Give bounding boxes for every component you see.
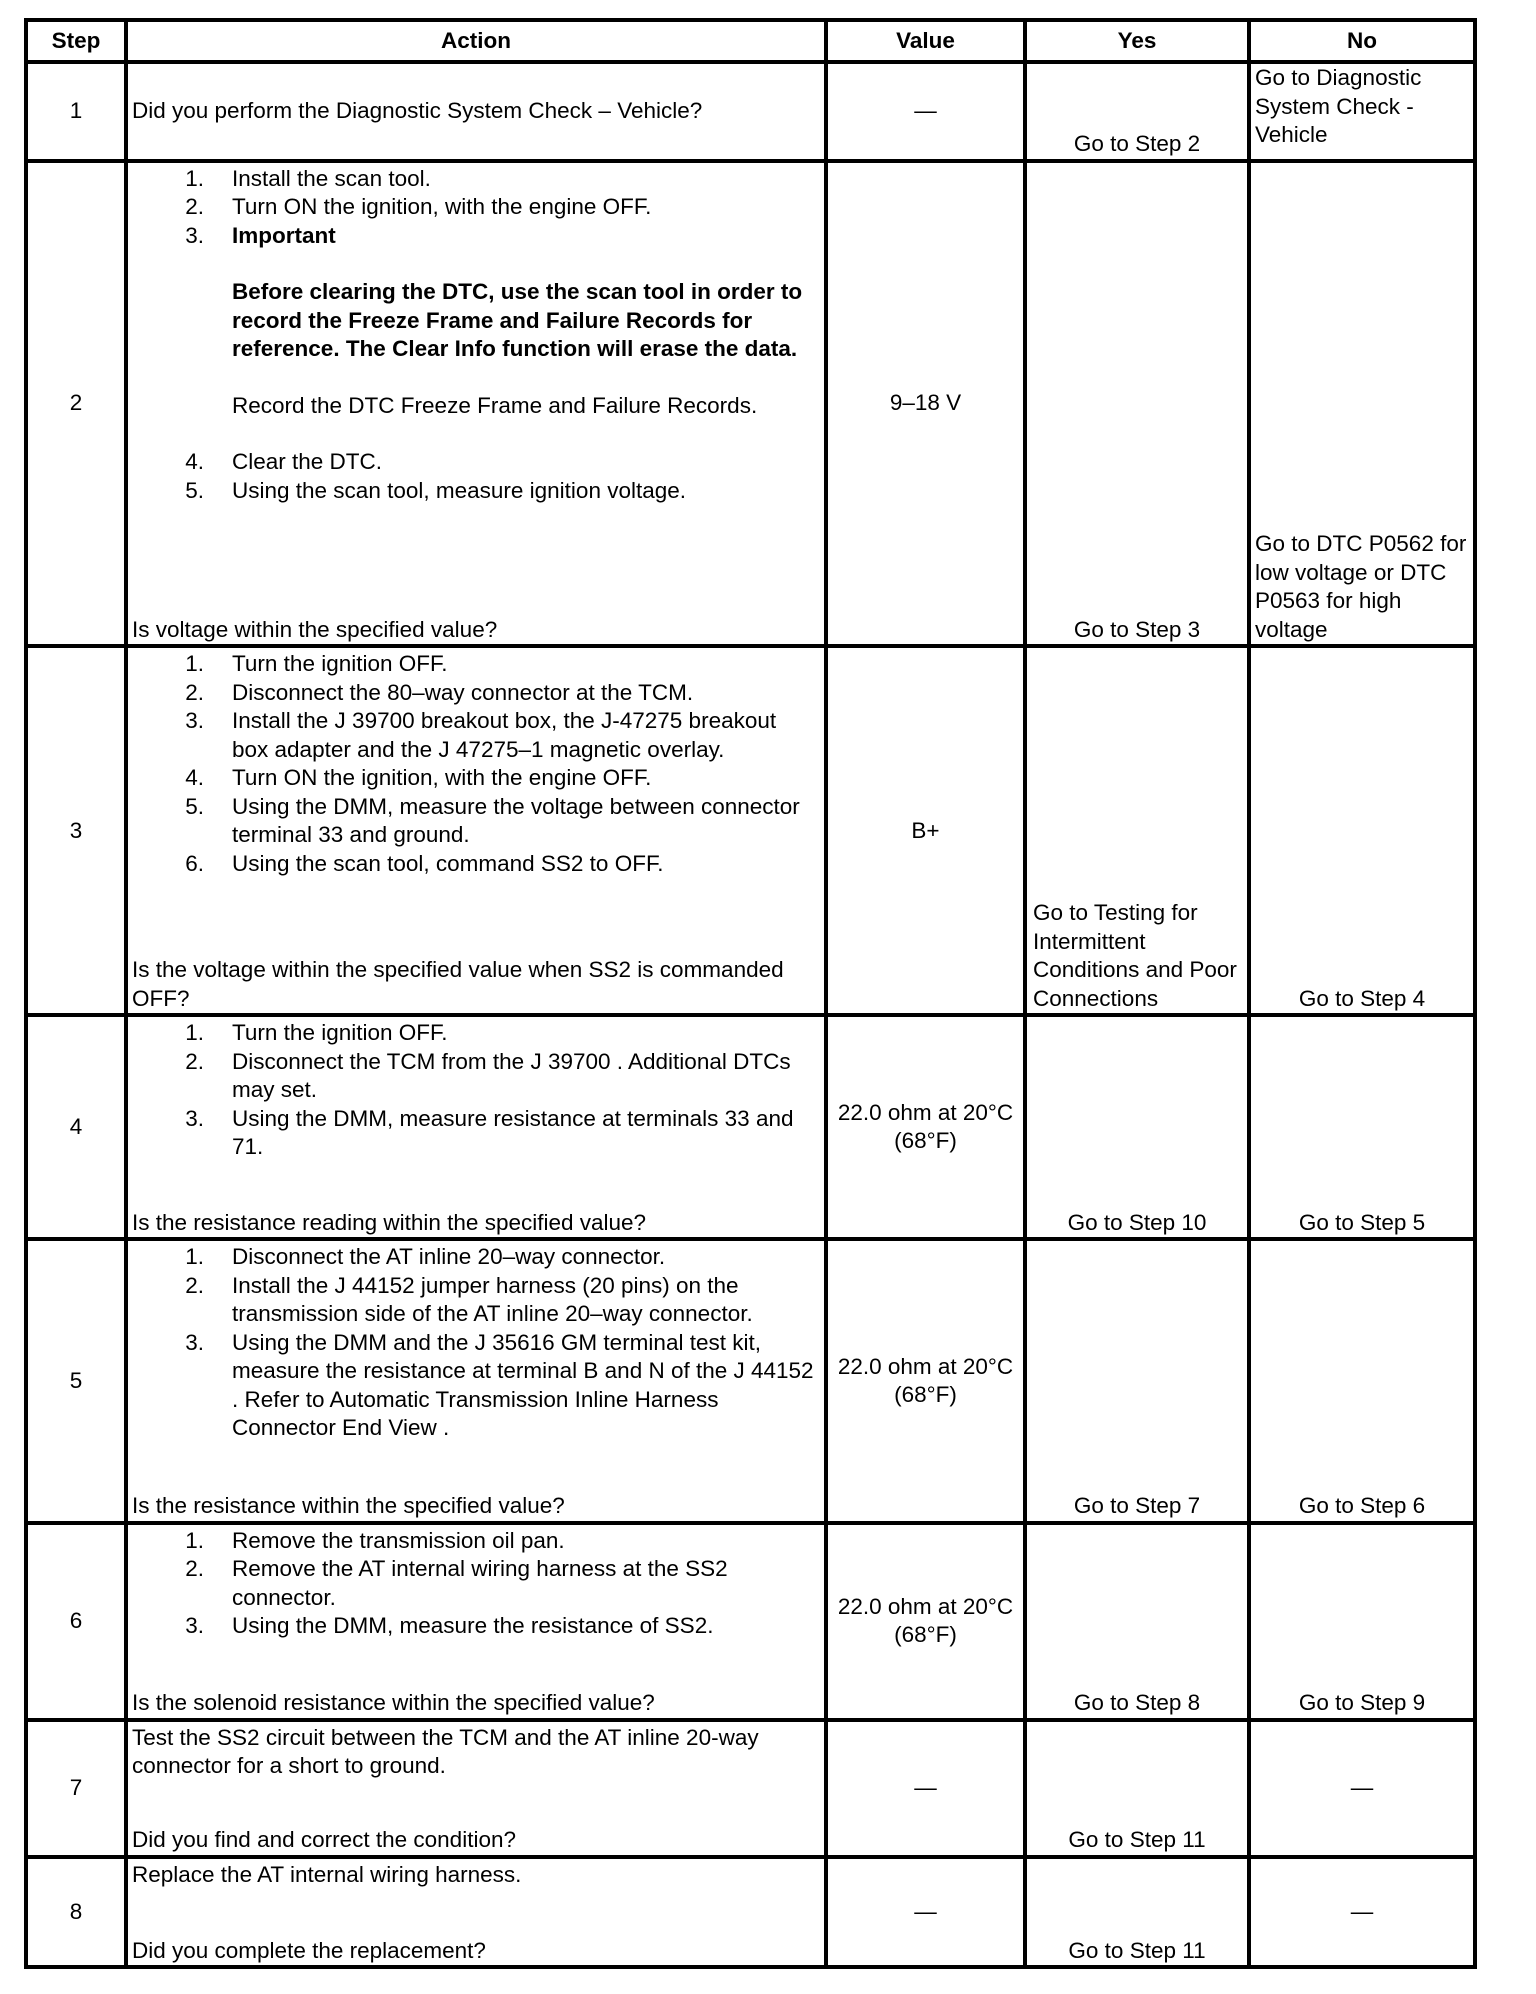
list-item: 5. Using the DMM, measure the voltage between connector terminal 33 and ground.	[185, 793, 800, 848]
step-number: 4	[26, 1015, 126, 1239]
value-cell: —	[826, 1857, 1025, 1967]
list-item: 3. Important	[185, 222, 336, 248]
list-item: 1. Turn the ignition OFF.	[185, 651, 448, 677]
action-cell	[128, 1722, 824, 1855]
list-item: 1. Remove the transmission oil pan.	[185, 1527, 565, 1553]
no-cell: Go to Step 9	[1298, 1690, 1426, 1716]
action-cell	[128, 1241, 824, 1521]
yes-cell: Go to Step 3	[1073, 616, 1201, 642]
no-cell: Go to Diagnostic System Check - Vehicle	[1255, 65, 1422, 147]
step-number: 8	[26, 1857, 126, 1967]
yes-cell: Go to Step 7	[1073, 1493, 1201, 1519]
value-cell: 9–18 V	[826, 161, 1025, 646]
step-number: 1	[26, 62, 126, 161]
list-item: 2. Disconnect the 80–way connector at the TCM.	[185, 679, 694, 705]
action-cell	[128, 1017, 824, 1237]
list-item: 3. Using the DMM and the J 35616 GM terminal test kit, measure the resistance at terminal B and N of the J 44152 . Refer to Automatic Transmission Inline Harness Connector End View .	[185, 1329, 814, 1441]
action-question: Is the resistance within the specified value?	[132, 1493, 565, 1519]
yes-cell: Go to Step 8	[1073, 1690, 1201, 1716]
action-cell	[128, 163, 824, 644]
value-cell: —	[826, 1720, 1025, 1857]
list-item: 2. Disconnect the TCM from the J 39700 . Additional DTCs may set.	[185, 1048, 791, 1103]
list-item: 1. Turn the ignition OFF.	[185, 1020, 448, 1046]
value-cell: 22.0 ohm at 20°C (68°F)	[826, 1523, 1025, 1720]
step-number: 3	[26, 646, 126, 1015]
table-row	[26, 1857, 1475, 1967]
action-steps	[132, 650, 818, 878]
header-action: Action	[126, 20, 826, 62]
action-steps	[132, 1243, 818, 1443]
table-row	[26, 646, 1475, 1015]
yes-cell: Go to Step 10	[1067, 1209, 1207, 1235]
table-row	[26, 1720, 1475, 1857]
diagnostic-table	[24, 18, 1477, 1969]
action-cell	[128, 1859, 824, 1965]
table-row	[26, 62, 1475, 161]
step-number: 7	[26, 1720, 126, 1857]
list-item: 1. Install the scan tool.	[185, 165, 431, 191]
value-cell: —	[826, 62, 1025, 161]
list-item: 4. Clear the DTC.	[185, 449, 383, 475]
list-item: 2. Install the J 44152 jumper harness (20 pins) on the transmission side of the AT inline 20–way connector.	[185, 1272, 753, 1327]
header-yes: Yes	[1025, 20, 1249, 62]
important-note: Before clearing the DTC, use the scan tool in order to record the Freeze Frame and Failure Records for reference. The Clear Info function will erase the data.	[232, 279, 803, 362]
value-cell: B+	[826, 646, 1025, 1015]
no-cell: Go to Step 6	[1298, 1493, 1426, 1519]
diagnostic-table-sheet	[24, 18, 1473, 1969]
step-number: 6	[26, 1523, 126, 1720]
action-question: Is voltage within the specified value?	[132, 616, 498, 642]
step-number: 2	[26, 161, 126, 646]
list-item: 2. Turn ON the ignition, with the engine OFF.	[185, 194, 652, 220]
table-row	[26, 161, 1475, 646]
action-text: Test the SS2 circuit between the TCM and the AT inline 20-way connector for a short to ground.	[132, 1724, 759, 1779]
list-item: 1. Disconnect the AT inline 20–way connector.	[185, 1244, 666, 1270]
action-cell	[128, 648, 824, 1013]
record-note: Record the DTC Freeze Frame and Failure Records.	[232, 392, 758, 418]
no-cell: —	[1249, 1720, 1475, 1857]
yes-cell: Go to Testing for Intermittent Conditions and Poor Connections	[1033, 900, 1237, 1011]
action-steps	[132, 165, 818, 251]
list-item: 5. Using the scan tool, measure ignition voltage.	[185, 477, 687, 503]
action-steps	[132, 1527, 818, 1641]
action-question: Is the voltage within the specified value when SS2 is commanded OFF?	[132, 957, 784, 1011]
action-cell	[128, 1525, 824, 1718]
action-question: Did you perform the Diagnostic System Check – Vehicle?	[126, 62, 826, 161]
table-row	[26, 1015, 1475, 1239]
table-row	[26, 1523, 1475, 1720]
action-question: Did you complete the replacement?	[132, 1937, 486, 1963]
list-item: 2. Remove the AT internal wiring harness at the SS2 connector.	[185, 1556, 728, 1610]
yes-cell: Go to Step 11	[1068, 1937, 1206, 1963]
list-item: 3. Using the DMM, measure resistance at terminals 33 and 71.	[185, 1105, 794, 1160]
value-cell: 22.0 ohm at 20°C (68°F)	[826, 1239, 1025, 1523]
no-cell: Go to DTC P0562 for low voltage or DTC P0563 for high voltage	[1255, 531, 1467, 642]
step-number: 5	[26, 1239, 126, 1523]
value-cell: 22.0 ohm at 20°C (68°F)	[826, 1015, 1025, 1239]
action-steps	[132, 448, 818, 505]
no-cell: —	[1249, 1857, 1475, 1967]
list-item: 3. Install the J 39700 breakout box, the J-47275 breakout box adapter and the J 47275–1 magnetic overlay.	[185, 708, 777, 762]
action-steps	[132, 1019, 818, 1162]
list-item: 6. Using the scan tool, command SS2 to OFF.	[185, 850, 664, 876]
action-text: Replace the AT internal wiring harness.	[132, 1861, 522, 1887]
header-step: Step	[26, 20, 126, 62]
header-value: Value	[826, 20, 1025, 62]
action-question: Is the resistance reading within the specified value?	[132, 1209, 647, 1235]
no-cell: Go to Step 5	[1298, 1209, 1426, 1235]
list-item: 4. Turn ON the ignition, with the engine OFF.	[185, 765, 652, 791]
list-item: 3. Using the DMM, measure the resistance of SS2.	[185, 1613, 714, 1639]
no-cell: Go to Step 4	[1298, 985, 1426, 1011]
header-no: No	[1249, 20, 1475, 62]
header-row	[26, 20, 1475, 62]
yes-cell: Go to Step 11	[1068, 1827, 1206, 1853]
yes-cell: Go to Step 2	[1073, 131, 1201, 157]
action-question: Is the solenoid resistance within the specified value?	[132, 1690, 655, 1716]
action-question: Did you find and correct the condition?	[132, 1827, 516, 1853]
table-row	[26, 1239, 1475, 1523]
